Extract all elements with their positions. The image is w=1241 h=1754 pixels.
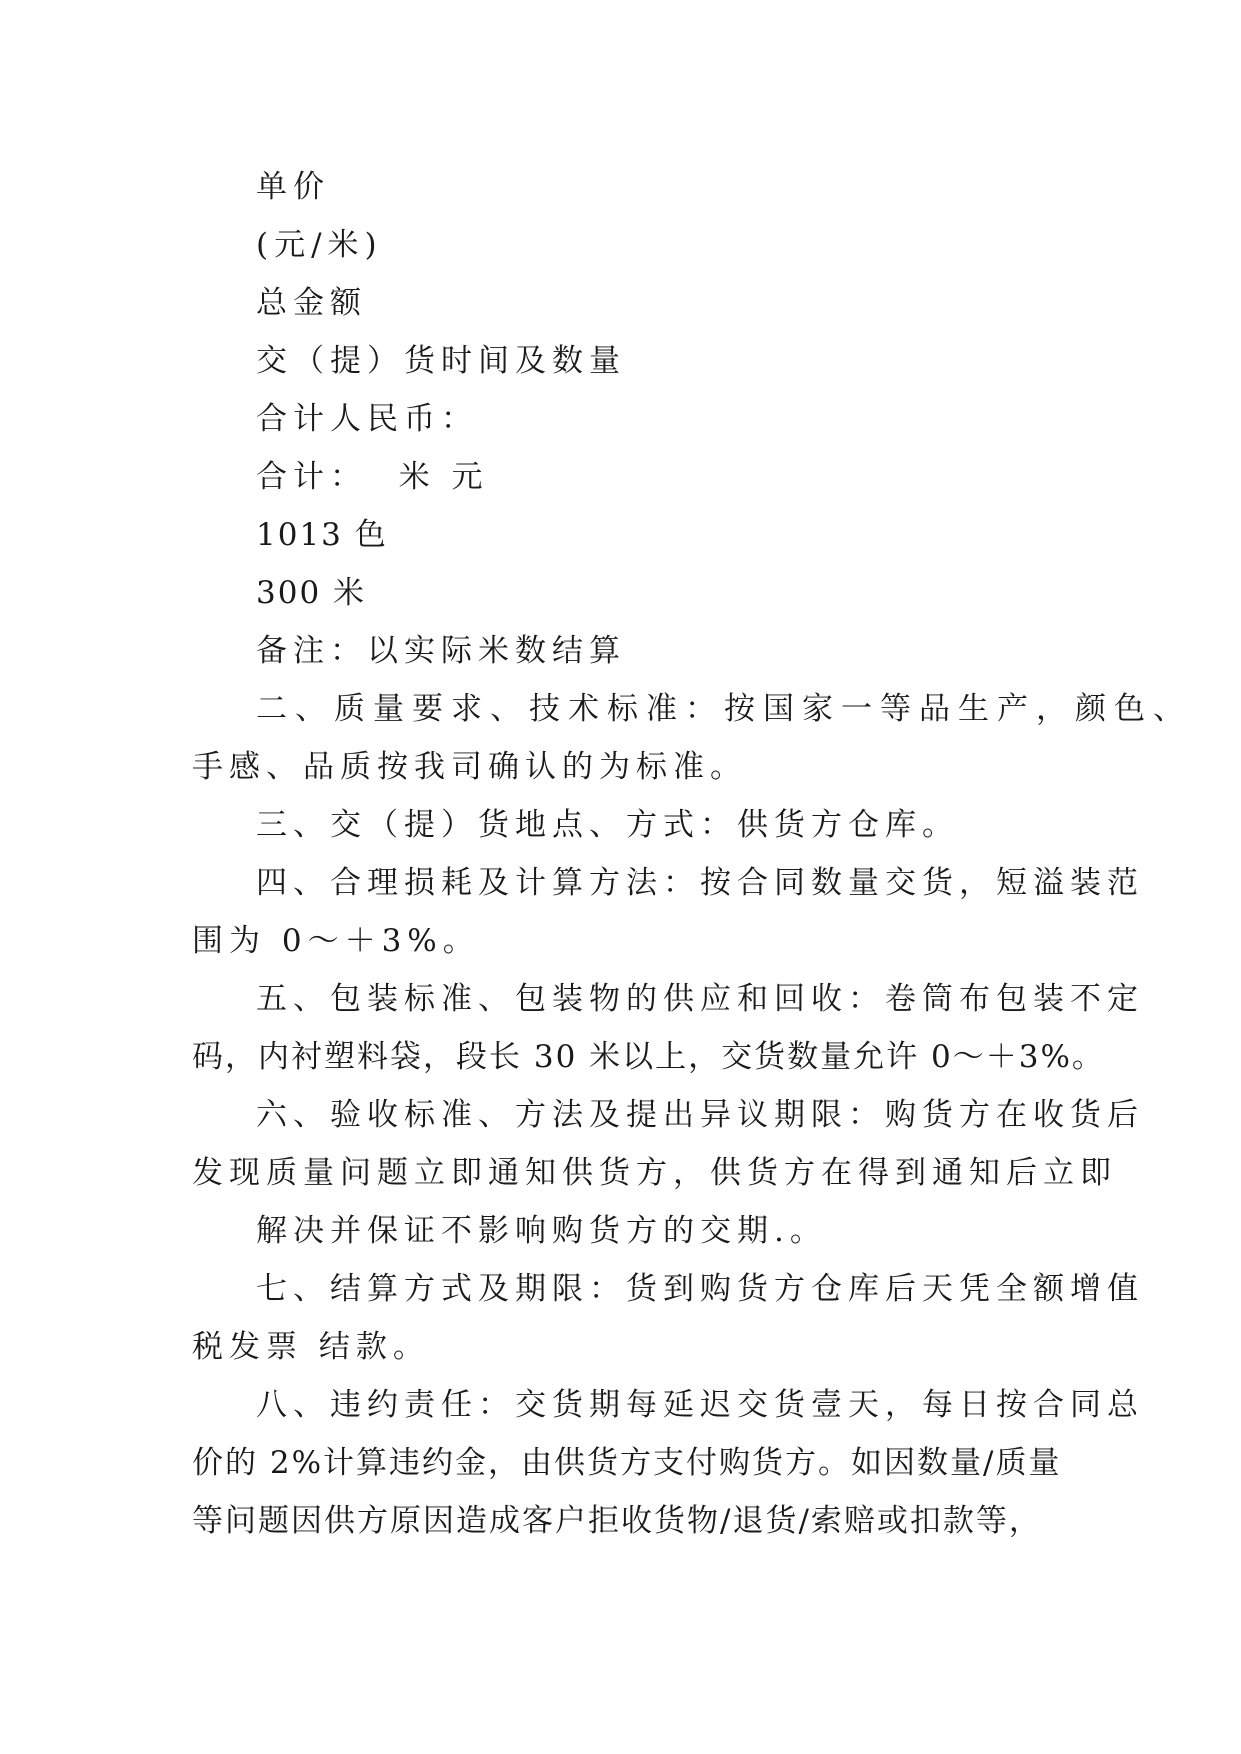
table-remark: 备注：以实际米数结算 <box>256 633 626 669</box>
table-total-label: 合计： 米 元 <box>256 459 489 495</box>
table-unit-label: (元/米) <box>256 227 383 263</box>
table-color-value: 1013 色 <box>256 517 388 553</box>
clause-6-line-3: 解决并保证不影响购货方的交期.。 <box>256 1213 827 1249</box>
clause-5-line-1: 五、包装标准、包装物的供应和回收：卷筒布包装不定 <box>256 981 1144 1017</box>
clause-4-line-2: 围为 0～＋3%。 <box>192 923 480 959</box>
clause-8-line-3: 等问题因供方原因造成客户拒收货物/退货/索赔或扣款等， <box>192 1503 1042 1539</box>
document-body <box>192 158 1192 1550</box>
clause-4-line-1: 四、合理损耗及计算方法：按合同数量交货，短溢装范 <box>256 865 1144 901</box>
clause-3-line-1: 三、交（提）货地点、方式：供货方仓库。 <box>256 807 959 843</box>
clause-7-line-1: 七、结算方式及期限：货到购货方仓库后天凭全额增值 <box>256 1271 1144 1307</box>
table-total-amount-label: 总金额 <box>256 285 367 321</box>
clause-7-line-2: 税发票 结款。 <box>192 1329 430 1365</box>
clause-2-line-2: 手感、品质按我司确认的为标准。 <box>192 749 747 785</box>
clause-6-line-1: 六、验收标准、方法及提出异议期限：购货方在收货后 <box>256 1097 1144 1133</box>
table-unit-price-label: 单价 <box>256 169 330 205</box>
clause-8-line-1: 八、违约责任：交货期每延迟交货壹天，每日按合同总 <box>256 1387 1144 1423</box>
table-length-value: 300 米 <box>256 575 367 611</box>
table-total-rmb-label: 合计人民币： <box>256 401 478 437</box>
clause-8-line-2: 价的 2%计算违约金，由供货方支付购货方。如因数量/质量 <box>192 1445 1062 1481</box>
clause-2-line-1: 二、质量要求、技术标准：按国家一等品生产，颜色、 <box>256 691 1192 727</box>
table-delivery-time-qty-label: 交（提）货时间及数量 <box>256 343 626 379</box>
clause-5-line-2: 码，内衬塑料袋，段长 30 米以上，交货数量允许 0～＋3%。 <box>192 1039 1105 1075</box>
clause-6-line-2: 发现质量问题立即通知供货方，供货方在得到通知后立即 <box>192 1155 1117 1191</box>
